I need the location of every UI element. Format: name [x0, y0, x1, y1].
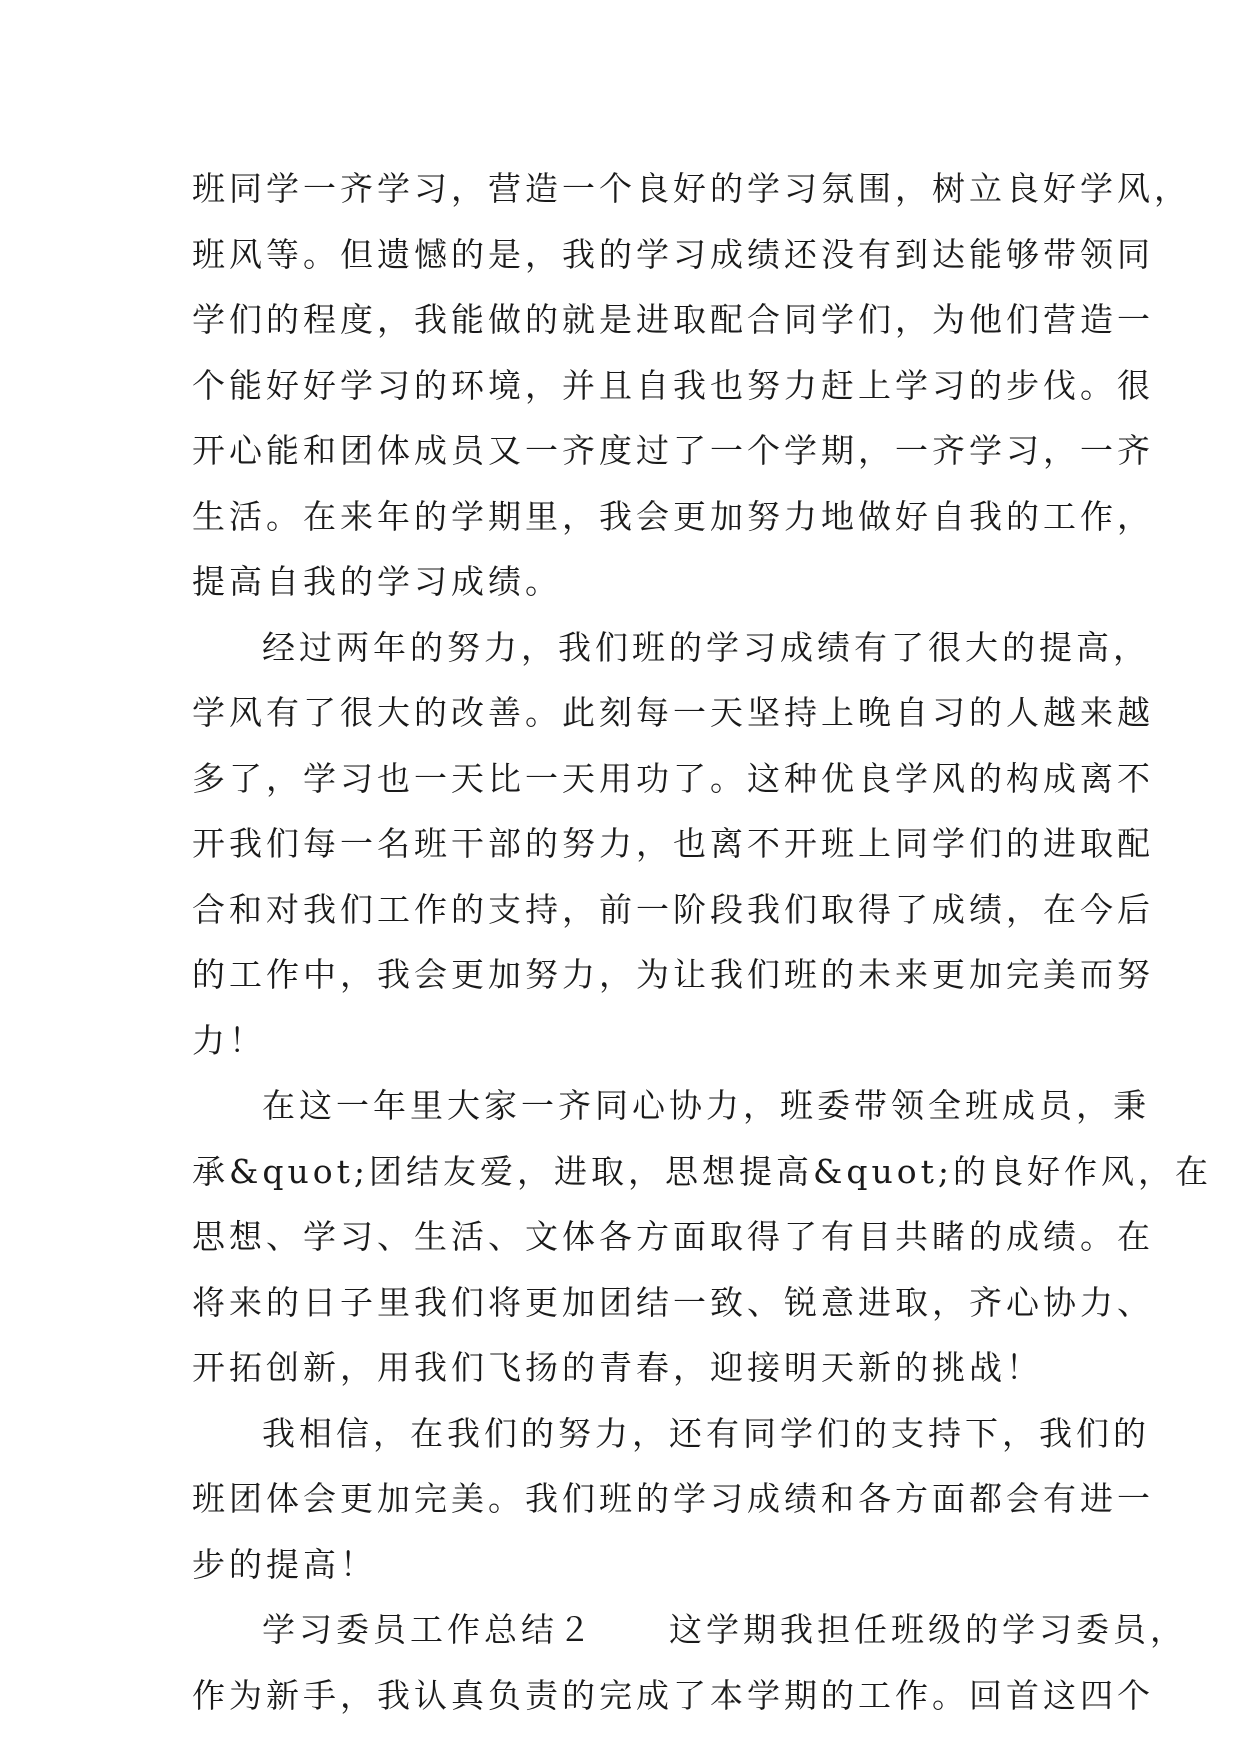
text-line: 生活。在来年的学期里，我会更加努力地做好自我的工作，	[192, 496, 1154, 536]
paragraph-2	[192, 615, 1154, 1074]
paragraph-5	[192, 1597, 1187, 1728]
text-line: 班同学一齐学习，营造一个良好的学习氛围，树立良好学风，	[192, 169, 1191, 208]
text-line: 班风等。但遗憾的是，我的学习成绩还没有到达能够带领同	[192, 234, 1154, 274]
text-line: 开我们每一名班干部的努力，也离不开班上同学们的进取配	[192, 824, 1154, 863]
text-line: 学风有了很大的改善。此刻每一天坚持上晚自习的人越来越	[192, 693, 1154, 732]
text-line: 开拓创新，用我们飞扬的青春，迎接明天新的挑战！	[192, 1348, 1043, 1387]
text-line: 将来的日子里我们将更加团结一致、锐意进取，齐心协力、	[192, 1282, 1154, 1322]
text-line: 的工作中，我会更加努力，为让我们班的未来更加完美而努	[192, 955, 1154, 994]
text-line: 班团体会更加完美。我们班的学习成绩和各方面都会有进一	[192, 1479, 1154, 1518]
text-line: 提高自我的学习成绩。	[192, 562, 562, 601]
text-line: 开心能和团体成员又一齐度过了一个学期，一齐学习，一齐	[192, 431, 1154, 470]
paragraph-4	[192, 1401, 1154, 1598]
body-text	[192, 156, 1212, 1728]
text-line: 作为新手，我认真负责的完成了本学期的工作。回首这四个	[192, 1675, 1154, 1715]
text-line: 我相信，在我们的努力，还有同学们的支持下，我们的	[262, 1413, 1150, 1453]
text-line: 步的提高！	[192, 1544, 377, 1584]
text-line: 学们的程度，我能做的就是进取配合同学们，为他们营造一	[192, 300, 1154, 339]
text-line: 经过两年的努力，我们班的学习成绩有了很大的提高，	[262, 627, 1150, 667]
text-line: 在这一年里大家一齐同心协力，班委带领全班成员，秉	[262, 1086, 1150, 1125]
text-line: 承&quot;团结友爱，进取，思想提高&quot;的良好作风，在	[192, 1151, 1212, 1191]
text-line: 多了，学习也一天比一天用功了。这种优良学风的构成离不	[192, 758, 1154, 798]
text-line: 思想、学习、生活、文体各方面取得了有目共睹的成绩。在	[192, 1217, 1154, 1256]
paragraph-3	[192, 1073, 1212, 1401]
text-line: 个能好好学习的环境，并且自我也努力赶上学习的步伐。很	[192, 365, 1154, 405]
text-line: 合和对我们工作的支持，前一阶段我们取得了成绩，在今后	[192, 889, 1154, 929]
text-line: 学习委员工作总结２ 这学期我担任班级的学习委员，	[262, 1610, 1187, 1649]
text-line: 力！	[192, 1020, 266, 1060]
paragraph-1	[192, 156, 1191, 615]
